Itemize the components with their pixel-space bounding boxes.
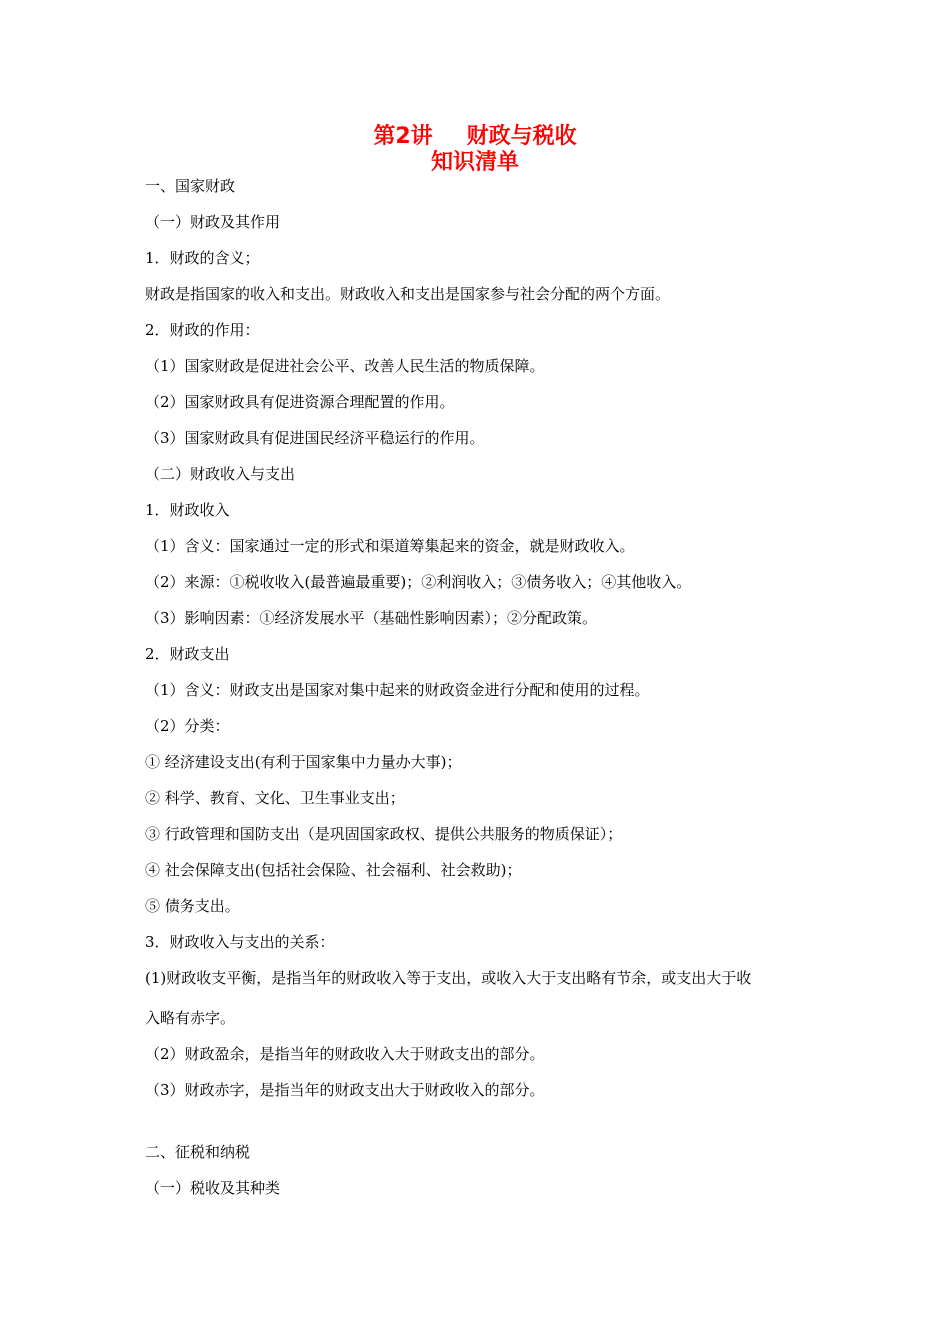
list-item: （1）国家财政是促进社会公平、改善人民生活的物质保障。 <box>145 357 545 375</box>
list-item: （2）来源：①税收收入(最普遍最重要)；②利润收入；③债务收入；④其他收入。 <box>145 573 692 591</box>
item-heading: 2．财政支出 <box>145 645 230 663</box>
list-item: ① 经济建设支出(有利于国家集中力量办大事)； <box>145 753 462 771</box>
paragraph-continuation: 入略有赤字。 <box>145 1009 236 1027</box>
list-item: ③ 行政管理和国防支出（是巩固国家政权、提供公共服务的物质保证）； <box>145 825 623 843</box>
list-item: （3）国家财政具有促进国民经济平稳运行的作用。 <box>145 429 485 447</box>
list-item: ④ 社会保障支出(包括社会保险、社会福利、社会救助)； <box>145 861 522 879</box>
page-title <box>0 124 950 150</box>
paragraph: (1)财政收支平衡，是指当年的财政收入等于支出，或收入大于支出略有节余，或支出大于收 <box>145 969 752 987</box>
subsection-heading: （二）财政收入与支出 <box>145 465 296 483</box>
list-item: （2）财政盈余，是指当年的财政收入大于财政支出的部分。 <box>145 1045 545 1063</box>
list-item: ⑤ 债务支出。 <box>145 897 240 915</box>
section-heading: 二、征税和纳税 <box>145 1143 251 1161</box>
list-item: （3）影响因素：①经济发展水平（基础性影响因素）；②分配政策。 <box>145 609 598 627</box>
section-heading: 一、国家财政 <box>145 177 236 195</box>
list-item: （3）财政赤字，是指当年的财政支出大于财政收入的部分。 <box>145 1081 545 1099</box>
lecture-number: 第2讲 <box>373 124 433 149</box>
paragraph: 财政是指国家的收入和支出。财政收入和支出是国家参与社会分配的两个方面。 <box>145 285 671 303</box>
item-heading: 1．财政收入 <box>145 501 230 519</box>
item-heading: 1．财政的含义； <box>145 249 260 267</box>
page-subtitle: 知识清单 <box>430 150 519 175</box>
list-item: （1）含义：财政支出是国家对集中起来的财政资金进行分配和使用的过程。 <box>145 681 650 699</box>
item-heading: 2．财政的作用： <box>145 321 260 339</box>
list-item: （2）分类： <box>145 717 230 735</box>
lecture-topic: 财政与税收 <box>466 124 577 149</box>
list-item: （1）含义：国家通过一定的形式和渠道筹集起来的资金，就是财政收入。 <box>145 537 635 555</box>
item-heading: 3．财政收入与支出的关系： <box>145 933 335 951</box>
subsection-heading: （一）财政及其作用 <box>145 213 281 231</box>
list-item: ② 科学、教育、文化、卫生事业支出； <box>145 789 405 807</box>
subsection-heading: （一）税收及其种类 <box>145 1179 281 1197</box>
list-item: （2）国家财政具有促进资源合理配置的作用。 <box>145 393 455 411</box>
